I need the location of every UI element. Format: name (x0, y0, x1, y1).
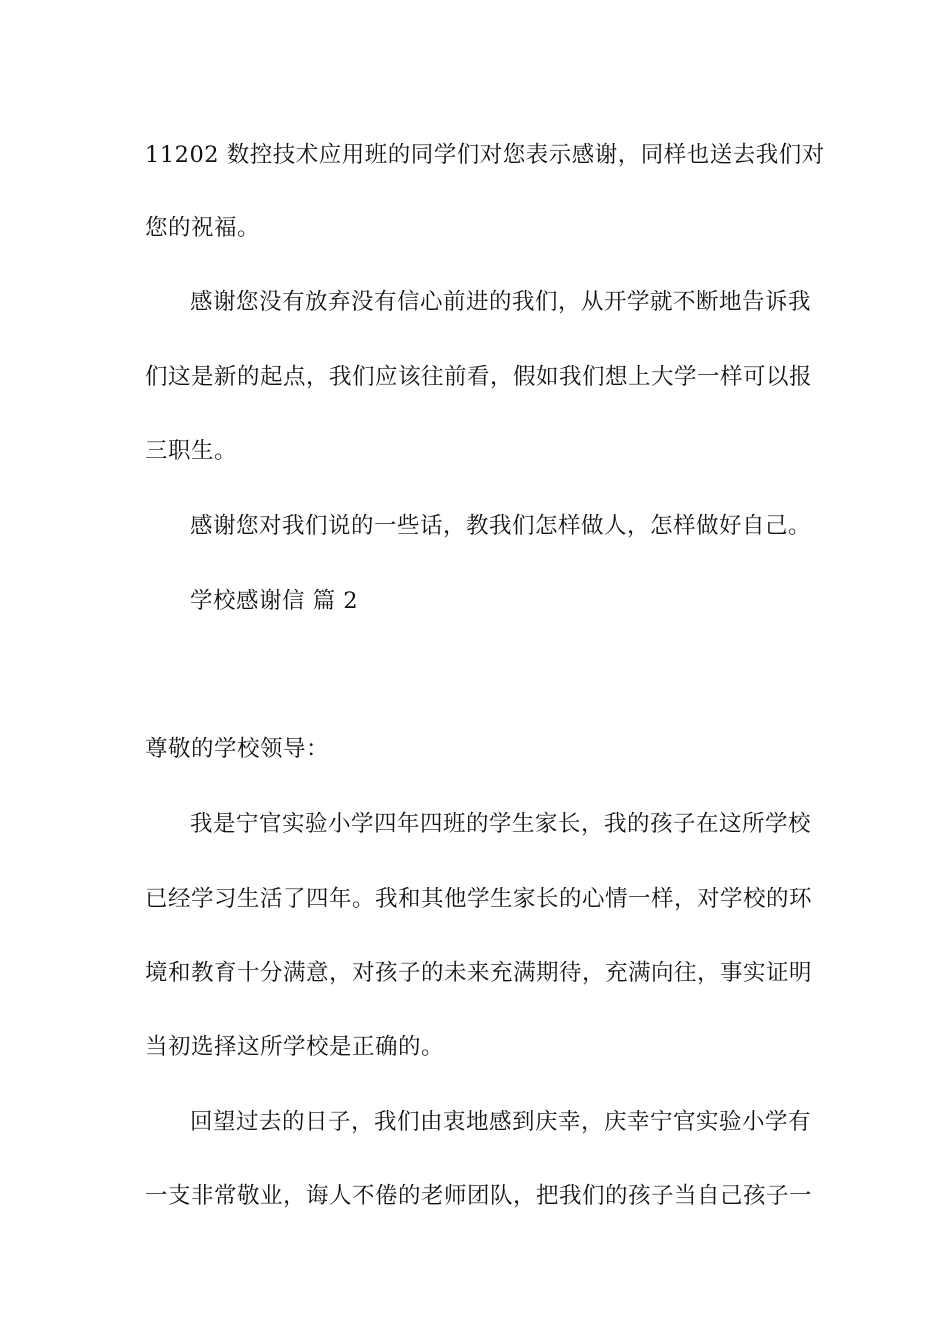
text-line: 三职生。 (145, 438, 238, 464)
text-line: 我是宁官实验小学四年四班的学生家长，我的孩子在这所学校 (190, 811, 812, 837)
text-line: 回望过去的日子，我们由衷地感到庆幸，庆幸宁官实验小学有 (190, 1109, 812, 1135)
text-line: 当初选择这所学校是正确的。 (145, 1034, 445, 1060)
text-line: 已经学习生活了四年。我和其他学生家长的心情一样，对学校的环 (145, 886, 813, 912)
text-line: 一支非常敬业，诲人不倦的老师团队，把我们的孩子当自己孩子一 (145, 1183, 813, 1209)
text-line: 感谢您对我们说的一些话，教我们怎样做人，怎样做好自己。 (190, 513, 812, 539)
text-line: 11202 数控技术应用班的同学们对您表示感谢，同样也送去我们对 (145, 142, 825, 168)
text-line: 境和教育十分满意，对孩子的未来充满期待，充满向往，事实证明 (145, 960, 813, 986)
salutation: 尊敬的学校领导： (145, 736, 330, 762)
text-line: 您的祝福。 (145, 215, 261, 241)
text-line: 感谢您没有放弃没有信心前进的我们，从开学就不断地告诉我 (190, 289, 812, 315)
section-heading: 学校感谢信 篇 2 (190, 588, 359, 614)
text-line: 们这是新的起点，我们应该往前看，假如我们想上大学一样可以报 (145, 364, 813, 390)
